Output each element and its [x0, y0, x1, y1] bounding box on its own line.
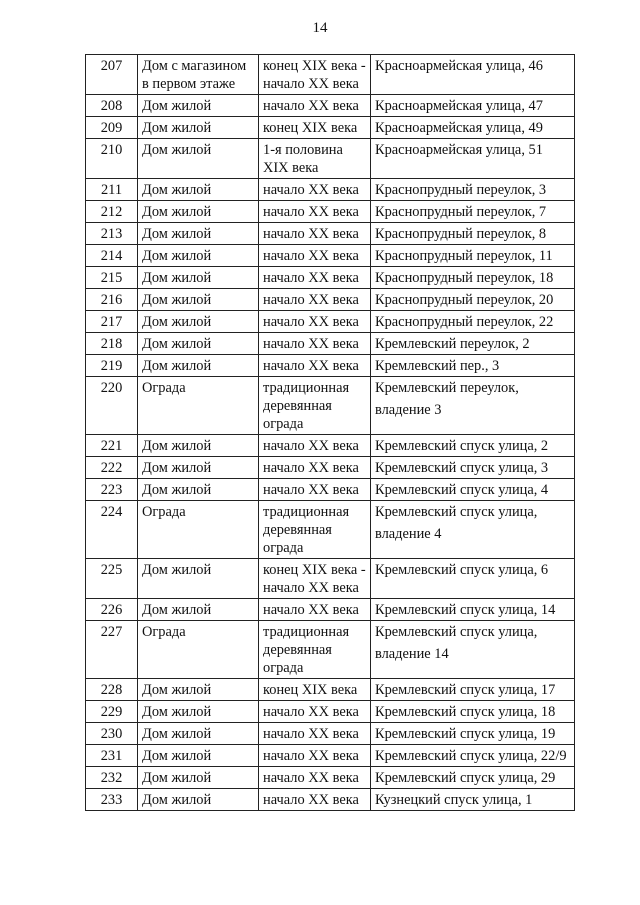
cell-period [259, 701, 371, 723]
cell-number-text: 213 [100, 226, 123, 242]
cell-period [259, 745, 371, 767]
cell-object-name [138, 767, 259, 789]
cell-address-text: Краснопрудный переулок, 3 [375, 182, 547, 198]
cell-period-text: начало XX века [263, 248, 359, 264]
cell-address-text: Кремлевский спуск улица, [375, 504, 538, 520]
cell-number [86, 789, 138, 811]
cell-object-name [138, 95, 259, 117]
cell-period-text: начало XX века [263, 270, 359, 286]
cell-period [259, 245, 371, 267]
cell-object-name-text: Дом жилой [142, 792, 212, 808]
cell-object-name-text: Ограда [142, 504, 186, 520]
table-row [86, 289, 575, 311]
cell-number-text: 211 [100, 182, 123, 198]
cell-period [259, 501, 371, 559]
cell-number [86, 267, 138, 289]
cell-number-text: 220 [100, 380, 123, 396]
cell-number [86, 457, 138, 479]
cell-address-text: Кремлевский переулок, 2 [375, 336, 530, 352]
cell-address-line2-text: владение 14 [375, 646, 449, 662]
cell-address [371, 179, 575, 201]
cell-address-text: Кремлевский спуск улица, 2 [375, 438, 549, 454]
cell-address-text: Краснопрудный переулок, 22 [375, 314, 554, 330]
cell-object-name [138, 267, 259, 289]
cell-address [371, 789, 575, 811]
cell-address [371, 479, 575, 501]
cell-object-name [138, 377, 259, 435]
cell-number-text: 233 [100, 792, 123, 808]
cell-number [86, 223, 138, 245]
cell-period-text: традиционная деревянная ограда [263, 504, 350, 556]
cell-period [259, 139, 371, 179]
cell-number [86, 179, 138, 201]
cell-address-text: Кремлевский пер., 3 [375, 358, 500, 374]
cell-number-text: 232 [100, 770, 123, 786]
cell-period [259, 789, 371, 811]
cell-address-text: Кремлевский спуск улица, 22/9 [375, 748, 567, 764]
cell-period [259, 333, 371, 355]
cell-object-name [138, 701, 259, 723]
cell-object-name-text: Дом жилой [142, 270, 212, 286]
cell-object-name [138, 501, 259, 559]
table-row [86, 599, 575, 621]
cell-period [259, 723, 371, 745]
cell-number-text: 208 [100, 98, 123, 114]
cell-address-text: Краснопрудный переулок, 8 [375, 226, 547, 242]
cell-period-text: начало XX века [263, 602, 359, 618]
cell-object-name [138, 245, 259, 267]
cell-address-text: Красноармейская улица, 51 [375, 142, 543, 158]
cell-number-text: 231 [100, 748, 123, 764]
cell-object-name-text: Дом жилой [142, 98, 212, 114]
cell-number [86, 95, 138, 117]
table-row [86, 355, 575, 377]
cell-period-text: традиционная деревянная ограда [263, 380, 350, 432]
cell-period [259, 767, 371, 789]
table-row [86, 457, 575, 479]
cell-period [259, 201, 371, 223]
table-row [86, 789, 575, 811]
cell-period-text: начало XX века [263, 204, 359, 220]
cell-number-text: 219 [100, 358, 123, 374]
cell-address [371, 201, 575, 223]
cell-object-name [138, 179, 259, 201]
cell-address [371, 333, 575, 355]
table-row [86, 377, 575, 435]
cell-object-name [138, 55, 259, 95]
cell-address-text: Кремлевский переулок, [375, 380, 519, 396]
cell-number-text: 209 [100, 120, 123, 136]
cell-object-name-text: Ограда [142, 624, 186, 640]
cell-object-name-text: Дом жилой [142, 682, 212, 698]
table-row [86, 479, 575, 501]
cell-object-name-text: Дом жилой [142, 358, 212, 374]
cell-number-text: 229 [100, 704, 123, 720]
table-row [86, 745, 575, 767]
cell-address-line2-text: владение 3 [375, 402, 442, 418]
cell-period-text: конец XIX века [263, 682, 358, 698]
cell-object-name [138, 559, 259, 599]
cell-address-text: Красноармейская улица, 47 [375, 98, 543, 114]
cell-object-name [138, 333, 259, 355]
table-body [86, 55, 575, 811]
cell-period-text: традиционная деревянная ограда [263, 624, 350, 676]
cell-object-name-text: Дом жилой [142, 704, 212, 720]
cell-number [86, 201, 138, 223]
cell-number [86, 245, 138, 267]
cell-object-name-text: Дом жилой [142, 770, 212, 786]
cell-number-text: 225 [100, 562, 123, 578]
cell-object-name [138, 723, 259, 745]
table-row [86, 679, 575, 701]
cell-period-text: начало XX века [263, 770, 359, 786]
table-row [86, 333, 575, 355]
cell-number-text: 210 [100, 142, 123, 158]
table-row [86, 139, 575, 179]
cell-address [371, 679, 575, 701]
cell-number-text: 230 [100, 726, 123, 742]
cell-object-name-text: Дом с магазином в первом этаже [142, 58, 247, 92]
cell-period-text: начало XX века [263, 336, 359, 352]
cell-number [86, 333, 138, 355]
cell-number [86, 479, 138, 501]
cell-object-name [138, 355, 259, 377]
cell-address-text: Кремлевский спуск улица, 17 [375, 682, 556, 698]
cell-period [259, 223, 371, 245]
table-row [86, 559, 575, 599]
cell-address [371, 599, 575, 621]
cell-number-text: 214 [100, 248, 123, 264]
cell-address-text: Кремлевский спуск улица, 29 [375, 770, 556, 786]
cell-number-text: 212 [100, 204, 123, 220]
cell-address [371, 267, 575, 289]
cell-number [86, 117, 138, 139]
cell-number [86, 701, 138, 723]
cell-object-name-text: Дом жилой [142, 726, 212, 742]
cell-period [259, 267, 371, 289]
cell-period-text: начало XX века [263, 98, 359, 114]
cell-object-name [138, 479, 259, 501]
table-row [86, 55, 575, 95]
cell-number [86, 679, 138, 701]
cell-number-text: 227 [100, 624, 123, 640]
cell-address-text: Краснопрудный переулок, 7 [375, 204, 547, 220]
cell-number-text: 207 [100, 58, 123, 74]
cell-period-text: начало XX века [263, 726, 359, 742]
cell-period [259, 55, 371, 95]
cell-period-text: начало XX века [263, 292, 359, 308]
cell-period [259, 599, 371, 621]
cell-address-text: Кремлевский спуск улица, 3 [375, 460, 549, 476]
cell-object-name [138, 457, 259, 479]
heritage-objects-table [85, 54, 575, 811]
cell-period [259, 479, 371, 501]
cell-object-name-text: Дом жилой [142, 438, 212, 454]
cell-number [86, 55, 138, 95]
cell-address [371, 223, 575, 245]
cell-period-text: начало XX века [263, 314, 359, 330]
cell-period-text: начало XX века [263, 460, 359, 476]
cell-address-text: Кремлевский спуск улица, 18 [375, 704, 556, 720]
cell-period-text: 1-я половина XIX века [263, 142, 343, 176]
cell-period-text: начало XX века [263, 358, 359, 374]
cell-address-text: Кремлевский спуск улица, 4 [375, 482, 549, 498]
table-row [86, 201, 575, 223]
cell-address [371, 723, 575, 745]
cell-period [259, 179, 371, 201]
table-row [86, 621, 575, 679]
table-row [86, 723, 575, 745]
cell-number [86, 377, 138, 435]
cell-number-text: 218 [100, 336, 123, 352]
cell-number [86, 355, 138, 377]
cell-period [259, 559, 371, 599]
cell-object-name [138, 789, 259, 811]
table-row [86, 117, 575, 139]
cell-address-text: Краснопрудный переулок, 18 [375, 270, 554, 286]
cell-object-name-text: Дом жилой [142, 562, 212, 578]
cell-object-name-text: Дом жилой [142, 292, 212, 308]
cell-address-text: Кремлевский спуск улица, 19 [375, 726, 556, 742]
table-row [86, 179, 575, 201]
cell-object-name-text: Дом жилой [142, 248, 212, 264]
cell-object-name-text: Дом жилой [142, 336, 212, 352]
cell-period [259, 355, 371, 377]
cell-period-text: начало XX века [263, 438, 359, 454]
cell-number-text: 224 [100, 504, 123, 520]
cell-period-text: начало XX века [263, 482, 359, 498]
cell-period [259, 377, 371, 435]
table-row [86, 223, 575, 245]
cell-address [371, 311, 575, 333]
cell-address-text: Краснопрудный переулок, 20 [375, 292, 554, 308]
cell-address-text: Кремлевский спуск улица, 14 [375, 602, 556, 618]
cell-period-text: начало XX века [263, 748, 359, 764]
cell-object-name [138, 289, 259, 311]
cell-number-text: 216 [100, 292, 123, 308]
cell-address-text: Кремлевский спуск улица, [375, 624, 538, 640]
cell-object-name [138, 679, 259, 701]
cell-object-name-text: Ограда [142, 380, 186, 396]
table-row [86, 435, 575, 457]
cell-address [371, 139, 575, 179]
cell-period [259, 311, 371, 333]
table-row [86, 95, 575, 117]
table-row [86, 245, 575, 267]
cell-object-name-text: Дом жилой [142, 482, 212, 498]
cell-object-name-text: Дом жилой [142, 314, 212, 330]
cell-address [371, 95, 575, 117]
cell-period [259, 679, 371, 701]
cell-object-name-text: Дом жилой [142, 142, 212, 158]
cell-number-text: 221 [100, 438, 123, 454]
cell-number-text: 215 [100, 270, 123, 286]
cell-address [371, 435, 575, 457]
cell-period [259, 457, 371, 479]
cell-number-text: 223 [100, 482, 123, 498]
cell-object-name [138, 435, 259, 457]
cell-object-name-text: Дом жилой [142, 182, 212, 198]
cell-number [86, 723, 138, 745]
table-row [86, 311, 575, 333]
cell-number-text: 228 [100, 682, 123, 698]
cell-address [371, 745, 575, 767]
cell-period-text: начало XX века [263, 704, 359, 720]
cell-address [371, 55, 575, 95]
cell-object-name [138, 599, 259, 621]
cell-address [371, 559, 575, 599]
cell-period-text: конец XIX века - начало XX века [263, 562, 366, 596]
cell-period [259, 289, 371, 311]
cell-period-text: начало XX века [263, 792, 359, 808]
cell-object-name [138, 139, 259, 179]
cell-address-text: Красноармейская улица, 46 [375, 58, 543, 74]
cell-address-text: Краснопрудный переулок, 11 [375, 248, 553, 264]
cell-period [259, 435, 371, 457]
cell-object-name-text: Дом жилой [142, 120, 212, 136]
cell-object-name-text: Дом жилой [142, 226, 212, 242]
cell-period [259, 621, 371, 679]
cell-address [371, 355, 575, 377]
cell-object-name [138, 311, 259, 333]
cell-address [371, 117, 575, 139]
cell-object-name-text: Дом жилой [142, 460, 212, 476]
table-row [86, 267, 575, 289]
cell-number [86, 311, 138, 333]
cell-address [371, 245, 575, 267]
cell-object-name-text: Дом жилой [142, 602, 212, 618]
cell-number [86, 621, 138, 679]
cell-address [371, 621, 575, 679]
cell-address [371, 289, 575, 311]
cell-object-name [138, 117, 259, 139]
table-row [86, 701, 575, 723]
cell-period-text: начало XX века [263, 182, 359, 198]
table-row [86, 767, 575, 789]
cell-address [371, 767, 575, 789]
cell-address [371, 701, 575, 723]
cell-address-text: Кремлевский спуск улица, 6 [375, 562, 549, 578]
cell-object-name [138, 223, 259, 245]
cell-address [371, 501, 575, 559]
cell-number [86, 599, 138, 621]
cell-period-text: конец XIX века - начало XX века [263, 58, 366, 92]
cell-period-text: конец XIX века [263, 120, 358, 136]
cell-number [86, 139, 138, 179]
cell-period [259, 117, 371, 139]
cell-number [86, 767, 138, 789]
cell-object-name-text: Дом жилой [142, 748, 212, 764]
cell-address-line2-text: владение 4 [375, 526, 442, 542]
table-row [86, 501, 575, 559]
cell-address [371, 377, 575, 435]
cell-number-text: 222 [100, 460, 123, 476]
cell-period-text: начало XX века [263, 226, 359, 242]
cell-address [371, 457, 575, 479]
cell-number [86, 559, 138, 599]
cell-period [259, 95, 371, 117]
cell-number-text: 226 [100, 602, 123, 618]
cell-number [86, 435, 138, 457]
cell-number [86, 501, 138, 559]
cell-number-text: 217 [100, 314, 123, 330]
page-number: 14 [312, 20, 328, 36]
cell-address-text: Красноармейская улица, 49 [375, 120, 543, 136]
cell-object-name [138, 621, 259, 679]
cell-number [86, 745, 138, 767]
cell-object-name [138, 201, 259, 223]
cell-object-name-text: Дом жилой [142, 204, 212, 220]
cell-address-text: Кузнецкий спуск улица, 1 [375, 792, 533, 808]
cell-number [86, 289, 138, 311]
cell-object-name [138, 745, 259, 767]
